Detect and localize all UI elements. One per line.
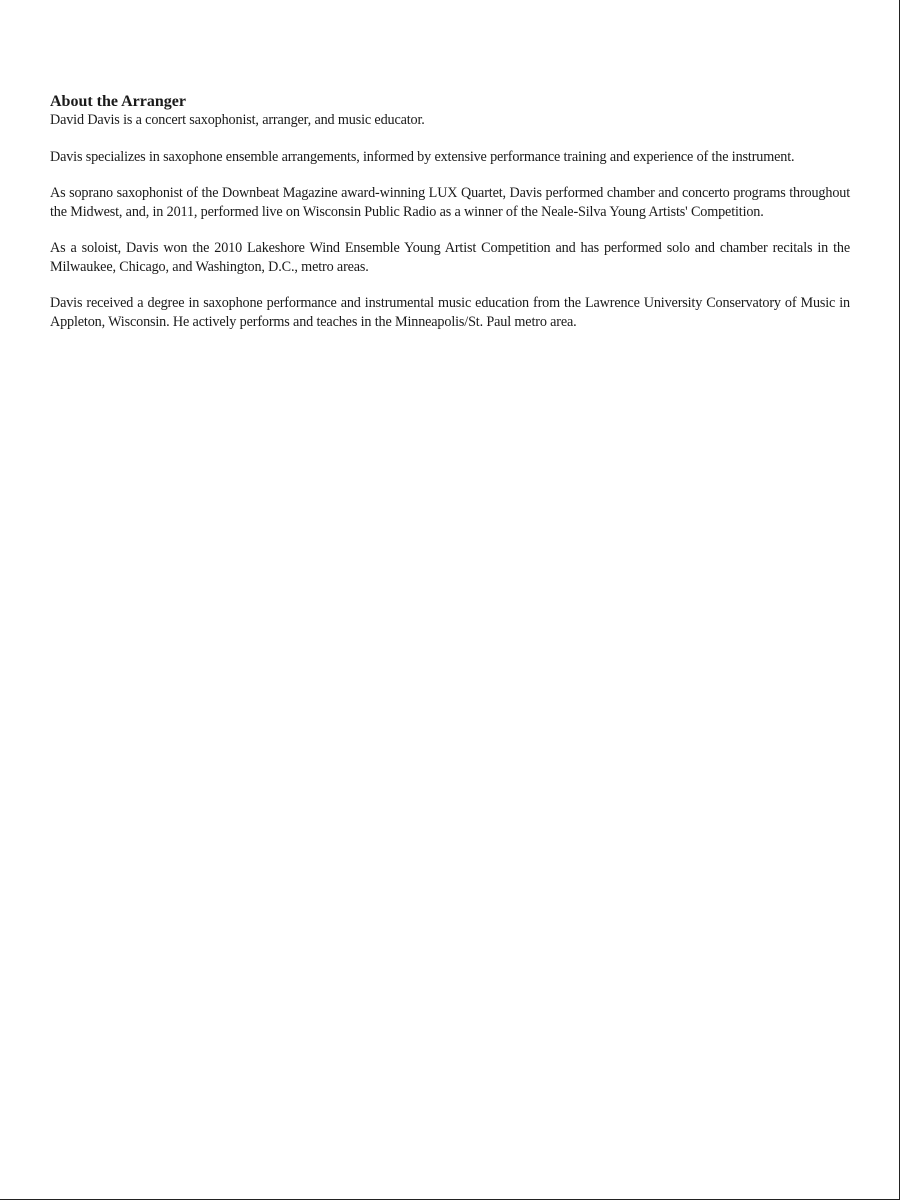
paragraph-intro: David Davis is a concert saxophonist, arranger, and music educator. [50, 112, 425, 128]
about-arranger-section [50, 92, 850, 349]
paragraph-specialization: Davis specializes in saxophone ensemble arrangements, informed by extensive performance training and experience of the instrument. [50, 148, 795, 165]
paragraph-education: Davis received a degree in saxophone performance and instrumental music education from the Lawrence University Conservatory of Music in Appleton, Wisconsin. He actively performs and teaches in the Minneapolis/St. Paul metro area. [50, 295, 850, 330]
paragraph-soloist: As a soloist, Davis won the 2010 Lakeshore Wind Ensemble Young Artist Competition and has performed solo and chamber recitals in the Milwaukee, Chicago, and Washington, D.C., metro areas. [50, 240, 850, 275]
paragraph-lux-quartet: As soprano saxophonist of the Downbeat Magazine award-winning LUX Quartet, Davis performed chamber and concerto programs throughout the Midwest, and, in 2011, performed live on Wisconsin Public Radio as a winner of the Neale-Silva Young Artists' Competition. [50, 185, 850, 220]
section-heading: About the Arranger [50, 93, 186, 110]
